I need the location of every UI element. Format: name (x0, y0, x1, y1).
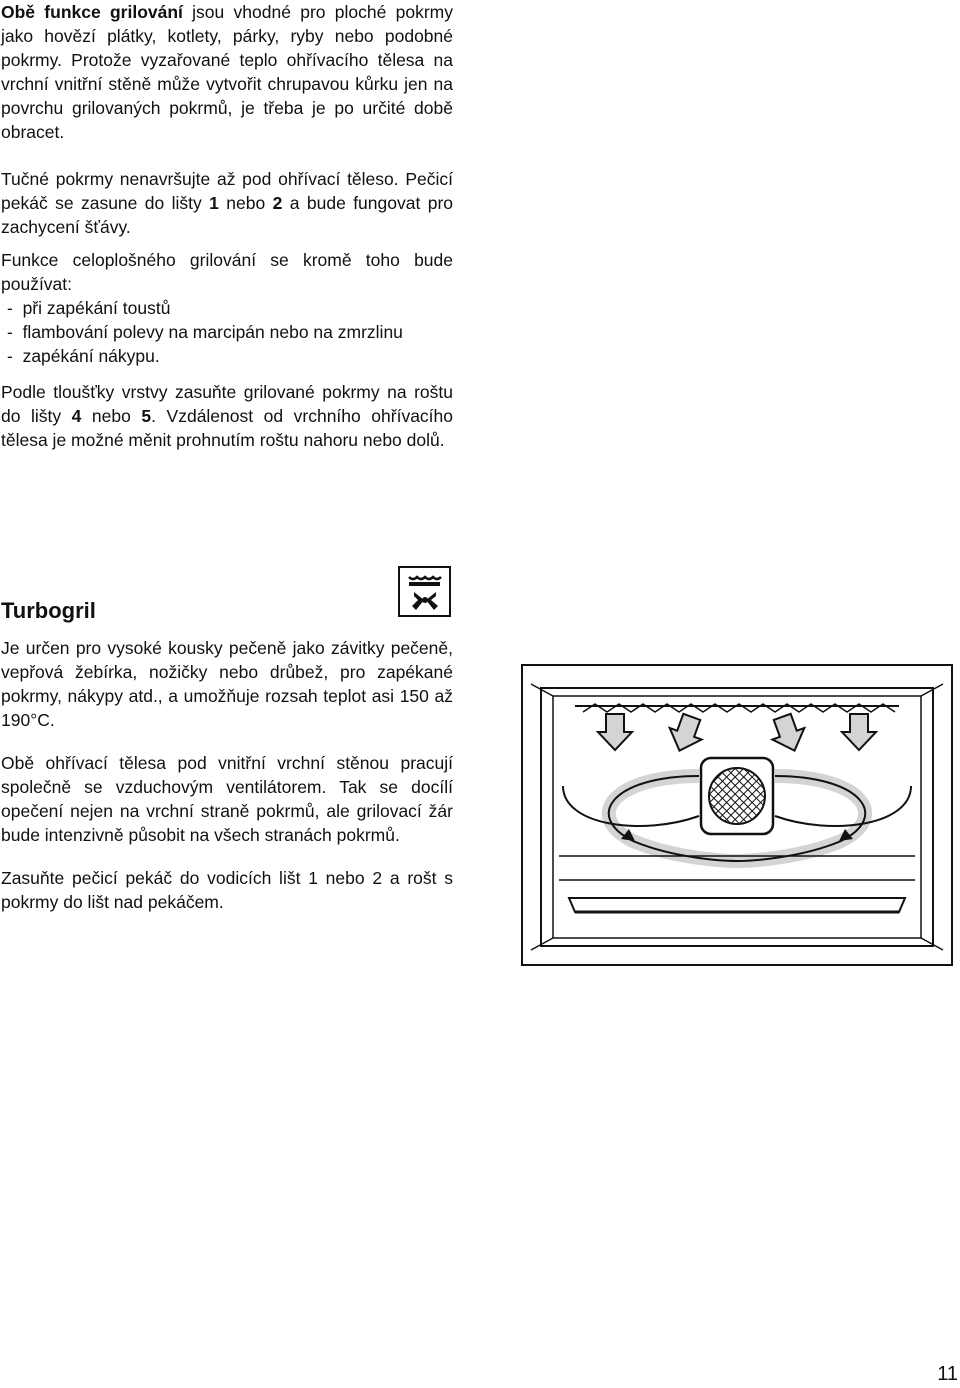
turbo-grill-symbol-icon (398, 566, 451, 617)
text: nebo (218, 193, 273, 213)
list-item: - zapékání nákypu. (1, 344, 453, 368)
text: nebo (81, 406, 142, 426)
text: . Vzdálenost od vrchního ohřívacího tělesa je možné měnit prohnutím roštu nahoru nebo dolů. (1, 406, 454, 450)
rail-number: 2 (272, 193, 283, 213)
uses-list (1, 296, 453, 368)
section-turbogrill-text (1, 636, 453, 914)
text: Tučné pokrmy nenavršujte až pod ohřívací těleso. Pečicí pekáč se zasune do lišty (1, 169, 453, 213)
section-grill-text (1, 0, 453, 452)
page-number: 11 (937, 1363, 958, 1385)
text: Podle tloušťky vrstvy zasuňte grilované pokrmy na roštu do lišty (1, 382, 453, 426)
section-heading: Turbogril (1, 598, 96, 623)
paragraph: Je určen pro vysoké kousky pečeně jako závitky pečeně, vepřová žebírka, nožičky nebo drůbež, pro zapékané pokrmy, nákypy atd., a umožňuje rozsah teplot asi 150 až 190°C. (1, 638, 453, 730)
paragraph (1, 380, 453, 452)
text: a bude fungovat pro zachycení šťávy. (1, 193, 454, 237)
paragraph-text: jsou vhodné pro ploché pokrmy jako hovězí plátky, kotlety, párky, ryby nebo podobné pokrmy. Protože vyzařované teplo ohřívacího tělesa na vrchní vnitřní stěně může vytvořit chrupavou kůrku jen na povrchu grilovaných pokrmů, je třeba je po určité době obracet. (1, 2, 453, 142)
rail-number: 5 (141, 406, 152, 426)
paragraph (1, 167, 453, 239)
list-item: - při zapékání toustů (1, 296, 453, 320)
rail-number: 1 (209, 193, 219, 213)
oven-airflow-diagram-icon (521, 664, 953, 966)
paragraph: Funkce celoplošného grilování se kromě toho bude používat: (1, 250, 453, 294)
list-item: - flambování polevy na marcipán nebo na zmrzlinu (1, 320, 453, 344)
rail-number: 4 (71, 406, 82, 426)
paragraph (1, 0, 453, 144)
paragraph: Obě ohřívací tělesa pod vnitřní vrchní stěnou pracují společně se vzduchovým ventilátorem. Tak se docílí opečení nejen na vrchní straně pokrmů, ale grilovací žár bude intenzivně působit na všech stranách pokrmů. (1, 753, 453, 845)
paragraph: Zasuňte pečicí pekáč do vodicích lišt 1 nebo 2 a rošt s pokrmy do lišt nad pekáčem. (1, 868, 453, 912)
bold-lead: Obě funkce grilování (1, 2, 183, 22)
